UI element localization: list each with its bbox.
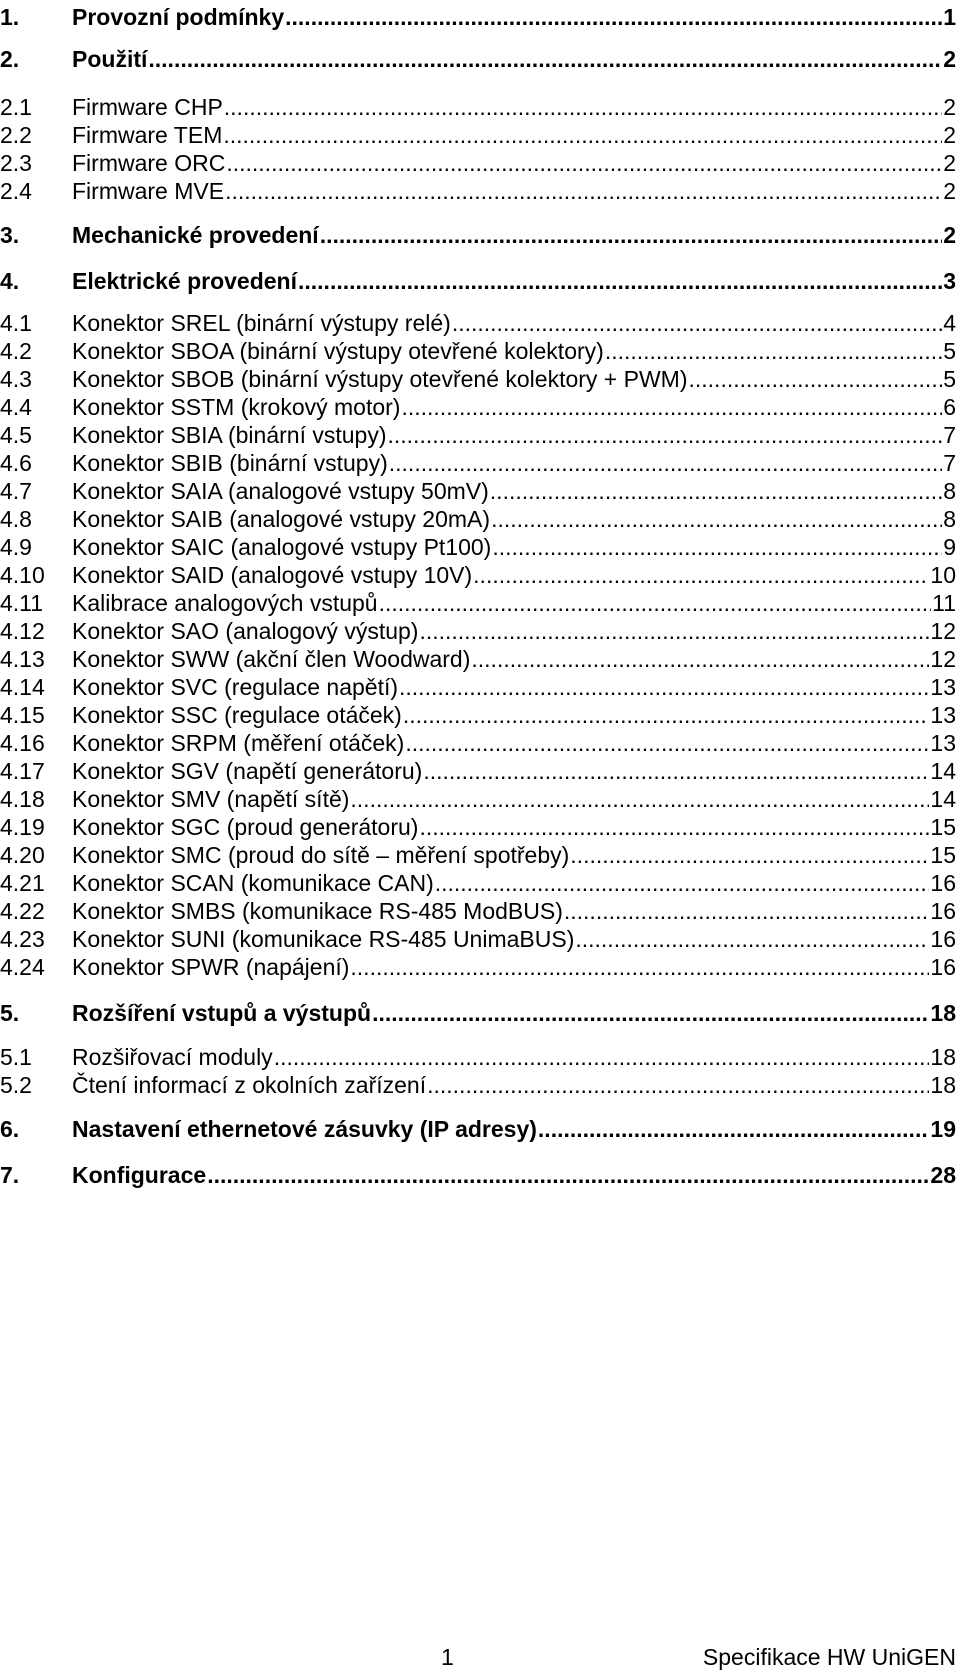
toc-entry-page: 2 <box>943 46 956 72</box>
toc-entry-title: Konektor SMV (napětí sítě) <box>72 786 350 812</box>
toc-entry-page: 16 <box>930 926 956 952</box>
toc-entry-page: 16 <box>930 870 956 896</box>
toc-entry-title: Čtení informací z okolních zařízení <box>72 1072 427 1098</box>
toc-entry-page: 28 <box>930 1162 956 1188</box>
toc-entry-number: 4.24 <box>0 954 45 980</box>
toc-entry-number: 4.14 <box>0 674 45 700</box>
toc-entry[interactable] <box>0 42 956 76</box>
toc-entry[interactable] <box>0 264 956 298</box>
toc-entry-number: 4.13 <box>0 646 45 672</box>
toc-entry-number: 1. <box>0 4 20 30</box>
toc-entry[interactable] <box>0 1158 956 1192</box>
toc-dot-leader <box>350 950 929 984</box>
toc-entry[interactable] <box>0 174 956 208</box>
toc-dot-leader <box>538 1112 929 1146</box>
toc-entry-page: 16 <box>930 898 956 924</box>
toc-entry[interactable] <box>0 950 956 984</box>
toc-entry-number: 4.12 <box>0 618 45 644</box>
toc-entry-number: 3. <box>0 222 20 248</box>
toc-entry-title: Firmware MVE <box>72 178 225 204</box>
toc-entry-title: Konektor SSC (regulace otáček) <box>72 702 402 728</box>
toc-entry-page: 13 <box>930 702 956 728</box>
toc-entry-title: Použití <box>72 46 148 72</box>
toc-entry-title: Firmware ORC <box>72 150 226 176</box>
toc-entry-page: 14 <box>930 758 956 784</box>
toc-entry-page: 2 <box>943 94 956 120</box>
toc-entry-page: 19 <box>930 1116 956 1142</box>
toc-entry-number: 4.2 <box>0 338 32 364</box>
toc-entry-number: 5. <box>0 1000 20 1026</box>
toc-entry-title: Nastavení ethernetové zásuvky (IP adresy) <box>72 1116 537 1142</box>
toc-entry-page: 18 <box>930 1000 956 1026</box>
toc-entry-number: 4.15 <box>0 702 45 728</box>
toc-entry-title: Konektor SPWR (napájení) <box>72 954 350 980</box>
toc-entry-number: 4.3 <box>0 366 32 392</box>
toc-entry-number: 4.4 <box>0 394 32 420</box>
toc-entry-title: Firmware TEM <box>72 122 223 148</box>
toc-entry[interactable] <box>0 996 956 1030</box>
toc-entry-title: Konektor SAIC (analogové vstupy Pt100) <box>72 534 492 560</box>
toc-entry-page: 2 <box>943 178 956 204</box>
toc-entry-number: 4.1 <box>0 310 32 336</box>
toc-entry-title: Konektor SAID (analogové vstupy 10V) <box>72 562 473 588</box>
toc-entry-number: 4. <box>0 268 20 294</box>
toc-dot-leader <box>148 42 942 76</box>
toc-entry-page: 8 <box>943 506 956 532</box>
footer-page-number: 1 <box>441 1644 454 1670</box>
toc-entry-title: Mechanické provedení <box>72 222 319 248</box>
toc-entry-number: 4.8 <box>0 506 32 532</box>
toc-entry-title: Konektor SWW (akční člen Woodward) <box>72 646 471 672</box>
toc-entry-title: Konektor SSTM (krokový motor) <box>72 394 401 420</box>
toc-dot-leader <box>285 0 942 34</box>
toc-entry-page: 15 <box>930 814 956 840</box>
toc-entry-page: 13 <box>930 674 956 700</box>
toc-entry-page: 6 <box>943 394 956 420</box>
toc-entry-number: 4.19 <box>0 814 45 840</box>
toc-entry-page: 2 <box>943 222 956 248</box>
toc-entry-number: 4.9 <box>0 534 32 560</box>
toc-entry-number: 4.23 <box>0 926 45 952</box>
toc-entry-title: Firmware CHP <box>72 94 223 120</box>
toc-entry[interactable] <box>0 1068 956 1102</box>
toc-entry-page: 12 <box>930 646 956 672</box>
toc-entry-title: Rozšíření vstupů a výstupů <box>72 1000 372 1026</box>
toc-entry-number: 4.17 <box>0 758 45 784</box>
toc-entry-number: 6. <box>0 1116 20 1142</box>
toc-entry-number: 4.6 <box>0 450 32 476</box>
toc-entry-title: Konektor SVC (regulace napětí) <box>72 674 399 700</box>
toc-entry-number: 4.18 <box>0 786 45 812</box>
toc-entry-page: 8 <box>943 478 956 504</box>
toc-entry-title: Konektor SBIA (binární vstupy) <box>72 422 387 448</box>
toc-entry-page: 18 <box>930 1044 956 1070</box>
toc-entry-page: 3 <box>943 268 956 294</box>
toc-entry-page: 4 <box>943 310 956 336</box>
toc-entry-title: Konektor SAIA (analogové vstupy 50mV) <box>72 478 489 504</box>
toc-entry-title: Konektor SMBS (komunikace RS-485 ModBUS) <box>72 898 563 924</box>
toc-dot-leader <box>225 174 942 208</box>
toc-entry-title: Elektrické provedení <box>72 268 297 294</box>
toc-entry-title: Konektor SMC (proud do sítě – měření spotřeby) <box>72 842 570 868</box>
footer-document-title: Specifikace HW UniGEN <box>702 1644 956 1670</box>
toc-entry-title: Konfigurace <box>72 1162 207 1188</box>
toc-entry-title: Konektor SAO (analogový výstup) <box>72 618 419 644</box>
toc-dot-leader <box>427 1068 929 1102</box>
toc-entry-page: 16 <box>930 954 956 980</box>
toc-entry-page: 14 <box>930 786 956 812</box>
toc-dot-leader <box>298 264 942 298</box>
toc-entry-title: Konektor SBOA (binární výstupy otevřené kolektory) <box>72 338 604 364</box>
toc-entry-number: 2. <box>0 46 20 72</box>
toc-entry-title: Konektor SBOB (binární výstupy otevřené kolektory + PWM) <box>72 366 688 392</box>
toc-entry-number: 4.11 <box>0 590 44 616</box>
toc-entry-number: 4.21 <box>0 870 45 896</box>
toc-entry-number: 4.10 <box>0 562 45 588</box>
toc-entry-number: 4.20 <box>0 842 45 868</box>
toc-entry-number: 4.16 <box>0 730 45 756</box>
toc-entry-title: Konektor SUNI (komunikace RS-485 UnimaBUS) <box>72 926 575 952</box>
toc-entry-number: 4.22 <box>0 898 45 924</box>
toc-entry-title: Kalibrace analogových vstupů <box>72 590 378 616</box>
toc-entry-page: 9 <box>943 534 956 560</box>
toc-dot-leader <box>207 1158 929 1192</box>
toc-entry-page: 2 <box>943 150 956 176</box>
toc-entry[interactable] <box>0 0 956 34</box>
toc-entry-number: 4.5 <box>0 422 32 448</box>
toc-entry-title: Konektor SGC (proud generátoru) <box>72 814 419 840</box>
toc-entry-number: 7. <box>0 1162 20 1188</box>
toc-entry-number: 2.2 <box>0 122 32 148</box>
toc-entry-number: 5.1 <box>0 1044 32 1070</box>
toc-entry-title: Konektor SREL (binární výstupy relé) <box>72 310 451 336</box>
toc-entry-number: 2.4 <box>0 178 32 204</box>
toc-entry-page: 18 <box>930 1072 956 1098</box>
toc-entry-number: 2.1 <box>0 94 32 120</box>
toc-entry-title: Konektor SGV (napětí generátoru) <box>72 758 423 784</box>
toc-entry-page: 10 <box>930 562 956 588</box>
toc-entry-page: 15 <box>930 842 956 868</box>
toc-entry-page: 7 <box>943 422 956 448</box>
toc-entry-page: 13 <box>930 730 956 756</box>
toc-entry-number: 2.3 <box>0 150 32 176</box>
page-footer <box>0 1640 956 1674</box>
toc-dot-leader <box>320 218 943 252</box>
toc-entry-page: 5 <box>943 338 956 364</box>
toc-entry[interactable] <box>0 218 956 252</box>
toc-entry-page: 5 <box>943 366 956 392</box>
toc-entry-title: Konektor SAIB (analogové vstupy 20mA) <box>72 506 491 532</box>
toc-entry-number: 4.7 <box>0 478 32 504</box>
toc-entry-title: Konektor SRPM (měření otáček) <box>72 730 405 756</box>
toc-entry-page: 11 <box>932 590 956 616</box>
toc-entry-page: 7 <box>943 450 956 476</box>
toc-entry-title: Provozní podmínky <box>72 4 285 30</box>
toc-dot-leader <box>372 996 929 1030</box>
toc-entry-page: 1 <box>943 4 956 30</box>
toc-entry-page: 2 <box>943 122 956 148</box>
toc-entry-title: Konektor SBIB (binární vstupy) <box>72 450 388 476</box>
toc-entry-title: Rozšiřovací moduly <box>72 1044 273 1070</box>
toc-entry[interactable] <box>0 1112 956 1146</box>
toc-entry-number: 5.2 <box>0 1072 32 1098</box>
toc-entry-title: Konektor SCAN (komunikace CAN) <box>72 870 434 896</box>
toc-entry-page: 12 <box>930 618 956 644</box>
